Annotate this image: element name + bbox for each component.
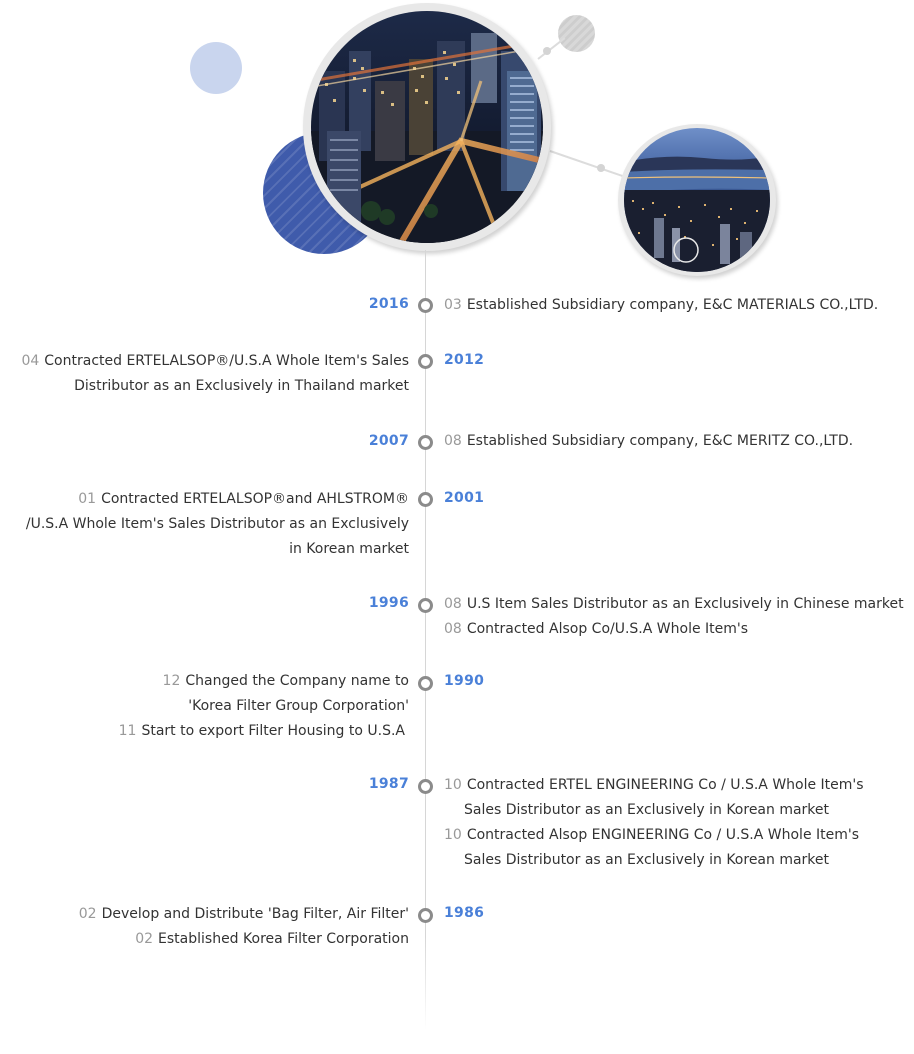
entry-text: Established Subsidiary company, E&C MERITZ CO.,LTD. xyxy=(466,433,854,449)
history-entry xyxy=(0,902,409,927)
entry-text: Established Subsidiary company, E&C MATERIALS CO.,LTD. xyxy=(466,297,879,313)
entry-month: 08 xyxy=(444,433,462,449)
entry-month: 02 xyxy=(78,906,97,922)
year-label: 1990 xyxy=(444,673,485,689)
entry-month: 04 xyxy=(21,353,40,369)
entry-month: 12 xyxy=(162,673,181,689)
history-entries-2007 xyxy=(444,429,904,454)
history-entry xyxy=(0,669,409,719)
history-entry xyxy=(444,773,904,823)
history-entry xyxy=(0,719,405,744)
entry-month: 01 xyxy=(78,491,97,507)
entry-text: Changed the Company name to xyxy=(185,673,409,689)
year-label: 1986 xyxy=(444,905,485,921)
history-entries-2001 xyxy=(0,487,409,562)
history-entries-1990 xyxy=(0,669,409,744)
entry-text: Sales Distributor as an Exclusively in Korean market xyxy=(464,802,830,818)
entry-text: U.S Item Sales Distributor as an Exclusively in Chinese market xyxy=(466,596,904,612)
timeline-marker xyxy=(418,676,433,691)
entry-text: Distributor as an Exclusively in Thailand market xyxy=(74,378,409,394)
history-entry xyxy=(0,927,409,952)
entry-month: 08 xyxy=(444,621,462,637)
history-entry xyxy=(444,592,904,617)
entry-month: 08 xyxy=(444,596,462,612)
history-entry xyxy=(444,823,904,873)
timeline-marker xyxy=(418,354,433,369)
history-entries-1987 xyxy=(444,773,904,873)
history-entry xyxy=(0,487,409,562)
entry-text: Established Korea Filter Corporation xyxy=(158,931,409,947)
decorative-connector-dot xyxy=(597,164,605,172)
city-night-photo xyxy=(311,11,543,243)
history-entries-1986 xyxy=(0,902,409,952)
entry-text: Develop and Distribute 'Bag Filter, Air Filter' xyxy=(101,906,409,922)
timeline-marker xyxy=(418,492,433,507)
entry-text: Sales Distributor as an Exclusively in Korean market xyxy=(464,852,830,868)
timeline-marker xyxy=(418,779,433,794)
decorative-blue-dot xyxy=(190,42,242,94)
decorative-connector-line xyxy=(537,37,565,60)
entry-text: Start to export Filter Housing to U.S.A xyxy=(141,723,405,739)
decorative-connector-line xyxy=(550,150,624,177)
history-entry xyxy=(444,293,904,318)
history-entries-2016 xyxy=(444,293,904,318)
year-label: 2016 xyxy=(368,296,409,312)
timeline-marker xyxy=(418,908,433,923)
history-entry xyxy=(0,349,409,399)
history-entries-2012 xyxy=(0,349,409,399)
year-label: 2001 xyxy=(444,490,485,506)
entry-text: /U.S.A Whole Item's Sales Distributor as an Exclusively xyxy=(25,516,409,532)
year-label: 1996 xyxy=(368,595,409,611)
entry-month: 11 xyxy=(118,723,137,739)
history-entries-1996 xyxy=(444,592,904,642)
entry-text: 'Korea Filter Group Corporation' xyxy=(188,698,409,714)
entry-text: Contracted ERTELALSOP®and AHLSTROM® xyxy=(101,491,409,507)
decorative-grey-dot xyxy=(558,15,595,52)
entry-month: 02 xyxy=(135,931,154,947)
entry-month: 10 xyxy=(444,827,462,843)
year-label: 1987 xyxy=(368,776,409,792)
entry-text: Contracted Alsop ENGINEERING Co / U.S.A Whole Item's xyxy=(466,827,860,843)
history-entry xyxy=(444,429,904,454)
entry-text: Contracted ERTEL ENGINEERING Co / U.S.A Whole Item's xyxy=(466,777,864,793)
history-entry xyxy=(444,617,904,642)
decorative-connector-dot xyxy=(543,47,551,55)
year-label: 2012 xyxy=(444,352,485,368)
year-label: 2007 xyxy=(368,433,409,449)
entry-month: 03 xyxy=(444,297,462,313)
timeline-marker xyxy=(418,298,433,313)
entry-text: in Korean market xyxy=(289,541,409,557)
timeline-marker xyxy=(418,435,433,450)
entry-month: 10 xyxy=(444,777,462,793)
timeline-marker xyxy=(418,598,433,613)
entry-text: Contracted ERTELALSOP®/U.S.A Whole Item's Sales xyxy=(44,353,409,369)
river-night-photo xyxy=(624,128,770,272)
entry-text: Contracted Alsop Co/U.S.A Whole Item's xyxy=(466,621,749,637)
